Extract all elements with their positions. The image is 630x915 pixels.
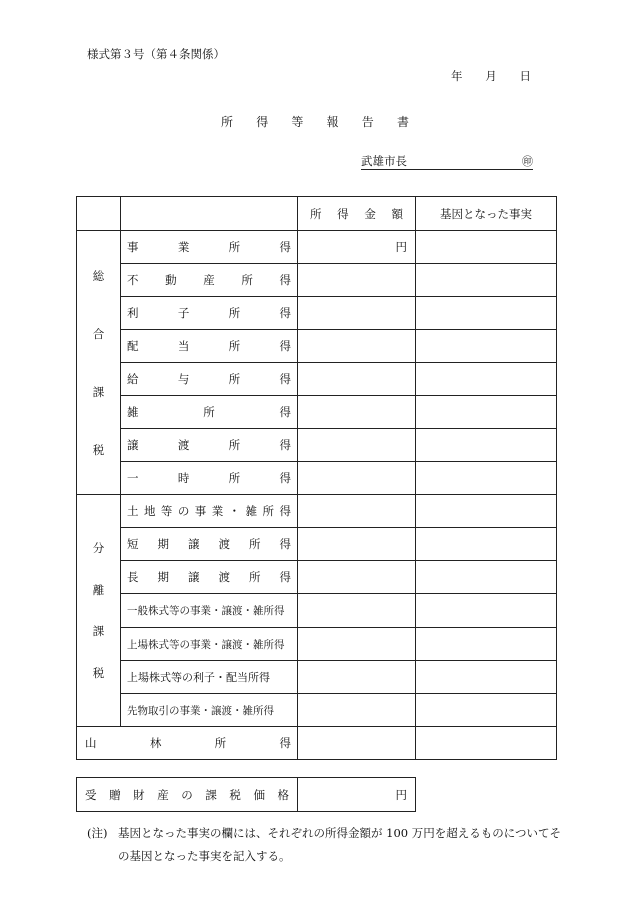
label-char: 業 [211, 504, 224, 518]
addressee-line [361, 153, 533, 170]
label-char: 得 [279, 339, 291, 353]
fact-cell[interactable] [416, 694, 557, 727]
label-char: 配 [127, 339, 139, 353]
row-label-general-stocks: 一般株式等の事業・譲渡・雑所得 [121, 594, 298, 628]
yen-unit: 円 [395, 787, 407, 802]
label-char: 価 [253, 787, 265, 802]
label-char: 所 [262, 504, 274, 518]
fact-cell[interactable] [416, 264, 557, 297]
fact-cell[interactable] [416, 727, 557, 760]
table-row [77, 694, 557, 727]
title-char: 報 [326, 115, 339, 129]
form-number: 様式第３号（第４条関係） [87, 47, 225, 61]
row-label-salary [121, 363, 298, 396]
label-char: 等 [160, 504, 173, 518]
fact-cell[interactable] [416, 661, 557, 694]
gift-table [76, 777, 416, 812]
table-row [77, 396, 557, 429]
table-row [77, 363, 557, 396]
header-blank-cell [121, 197, 298, 231]
label-char: 雑 [245, 504, 258, 518]
date-year-label: 年 [451, 69, 463, 83]
group-char: 合 [92, 326, 105, 341]
label-char: 財 [133, 787, 145, 802]
label-char: 得 [279, 405, 291, 419]
label-char: 林 [149, 736, 162, 750]
label-char: 所 [228, 438, 241, 452]
amount-cell[interactable] [298, 363, 416, 396]
label-char: ・ [228, 504, 241, 518]
fact-cell[interactable] [416, 363, 557, 396]
row-label-listed-stocks-interest: 上場株式等の利子・配当所得 [121, 661, 298, 694]
group-char: 総 [92, 268, 105, 283]
amount-cell[interactable] [298, 429, 416, 462]
group-char: 分 [92, 541, 105, 556]
gift-row [77, 778, 416, 812]
label-char: 動 [165, 273, 177, 287]
label-char: 短 [127, 537, 139, 551]
header-amount-char: 所 [310, 206, 322, 221]
table-row [77, 330, 557, 363]
label-char: 課 [205, 787, 217, 802]
header-amount-char: 金 [364, 206, 376, 221]
table-header-row [77, 197, 557, 231]
table-row [77, 628, 557, 661]
title-char: 所 [221, 115, 234, 129]
row-label-futures: 先物取引の事業・譲渡・雑所得 [121, 694, 298, 727]
fact-cell[interactable] [416, 462, 557, 495]
label-char: 産 [157, 787, 169, 802]
table-row [77, 561, 557, 594]
label-char: 得 [279, 570, 291, 584]
amount-cell[interactable] [298, 561, 416, 594]
label-char: 所 [228, 240, 241, 254]
title-char: 得 [256, 115, 269, 129]
amount-cell[interactable] [298, 628, 416, 661]
table-row [77, 727, 557, 760]
label-char: 土 [127, 504, 139, 518]
date-day-label: 日 [519, 69, 531, 83]
fact-cell[interactable] [416, 594, 557, 628]
amount-cell[interactable] [298, 495, 416, 528]
table-row [77, 495, 557, 528]
label-char: 給 [127, 372, 139, 386]
label-char: 渡 [218, 570, 230, 584]
row-label-short-term-transfer [121, 528, 298, 561]
document-title [221, 113, 409, 130]
date-month-label: 月 [485, 69, 497, 83]
yen-unit: 円 [395, 240, 407, 254]
income-table [76, 196, 557, 760]
row-label-land-business [121, 495, 298, 528]
label-char: 業 [177, 240, 190, 254]
title-char: 書 [396, 115, 409, 129]
amount-cell[interactable] [298, 297, 416, 330]
fact-cell[interactable] [416, 330, 557, 363]
label-char: の [177, 504, 190, 518]
title-char: 等 [291, 115, 304, 129]
fact-cell[interactable] [416, 429, 557, 462]
label-char: 長 [127, 570, 139, 584]
label-char: 利 [127, 306, 139, 320]
label-char: 得 [279, 537, 291, 551]
label-char: 得 [279, 471, 291, 485]
row-label-real-estate [121, 264, 298, 297]
label-char: 得 [279, 273, 291, 287]
header-amount-char: 額 [391, 206, 403, 221]
label-char: 所 [249, 537, 261, 551]
fact-cell[interactable] [416, 495, 557, 528]
table-row [77, 462, 557, 495]
table-row [77, 594, 557, 628]
label-char: 渡 [177, 438, 190, 452]
title-char: 告 [361, 115, 374, 129]
amount-cell[interactable] [298, 462, 416, 495]
fact-cell[interactable] [416, 231, 557, 264]
label-char: 事 [194, 504, 207, 518]
row-label-misc [121, 396, 298, 429]
row-label-long-term-transfer [121, 561, 298, 594]
amount-cell[interactable] [298, 661, 416, 694]
label-char: 産 [203, 273, 215, 287]
label-char: 所 [228, 471, 241, 485]
addressee: 武雄市長 [361, 154, 407, 168]
row-label-listed-stocks: 上場株式等の事業・譲渡・雑所得 [121, 628, 298, 661]
label-char: 譲 [188, 570, 200, 584]
label-char: 所 [228, 339, 241, 353]
label-char: 地 [143, 504, 156, 518]
row-label-temporary [121, 462, 298, 495]
note-mark: (注) [87, 826, 108, 840]
row-label-forest [77, 727, 298, 760]
label-char: 得 [279, 372, 291, 386]
table-row [77, 264, 557, 297]
table-row [77, 661, 557, 694]
label-char: 得 [279, 438, 291, 452]
amount-cell[interactable] [298, 264, 416, 297]
note-line-1: 基因となった事実の欄には、それぞれの所得金額が 100 万円を超えるものについてそ [118, 826, 562, 840]
row-label-business [121, 231, 298, 264]
gift-amount-cell[interactable] [298, 778, 416, 812]
table-row [77, 528, 557, 561]
group-comprehensive-label [77, 231, 121, 495]
seal-mark: ㊞ [522, 155, 533, 168]
amount-cell[interactable] [298, 594, 416, 628]
gift-label [77, 778, 298, 812]
label-char: 不 [127, 273, 139, 287]
table-row [77, 231, 557, 264]
label-char: 贈 [109, 787, 121, 802]
group-separate-label [77, 495, 121, 727]
amount-cell[interactable] [298, 528, 416, 561]
header-amount-char: 得 [337, 206, 349, 221]
group-char: 課 [92, 624, 105, 639]
label-char: 事 [127, 240, 139, 254]
group-char: 課 [92, 384, 105, 399]
table-row [77, 429, 557, 462]
amount-cell[interactable] [298, 330, 416, 363]
label-char: 期 [157, 537, 169, 551]
label-char: 得 [279, 306, 291, 320]
row-label-interest [121, 297, 298, 330]
fact-cell[interactable] [416, 628, 557, 661]
fact-cell[interactable] [416, 528, 557, 561]
label-char: 所 [228, 372, 241, 386]
amount-cell[interactable] [298, 694, 416, 727]
date-line [451, 68, 531, 84]
label-char: 得 [279, 736, 291, 750]
label-char: 得 [279, 504, 291, 518]
label-char: 当 [177, 339, 190, 353]
label-char: 子 [177, 306, 190, 320]
header-fact: 基因となった事実 [416, 197, 557, 231]
label-char: 得 [279, 240, 291, 254]
label-char: 一 [127, 471, 139, 485]
label-char: 税 [229, 787, 241, 802]
group-char: 離 [92, 582, 105, 597]
group-char: 税 [92, 442, 105, 457]
label-char: 所 [249, 570, 261, 584]
label-char: 譲 [188, 537, 200, 551]
row-label-transfer [121, 429, 298, 462]
amount-cell[interactable] [298, 727, 416, 760]
label-char: 渡 [218, 537, 230, 551]
label-char: 格 [277, 787, 289, 802]
note-line-2: の基因となった事実を記入する。 [118, 849, 291, 863]
label-char: 与 [177, 372, 190, 386]
label-char: 山 [85, 736, 97, 750]
label-char: 時 [177, 471, 190, 485]
label-char: 受 [85, 787, 97, 802]
label-char: 所 [228, 306, 241, 320]
label-char: の [181, 787, 193, 802]
fact-cell[interactable] [416, 297, 557, 330]
label-char: 譲 [127, 438, 139, 452]
amount-cell[interactable] [298, 396, 416, 429]
label-char: 期 [157, 570, 169, 584]
label-char: 所 [203, 405, 215, 419]
label-char: 所 [214, 736, 227, 750]
table-row [77, 297, 557, 330]
label-char: 雑 [127, 405, 139, 419]
row-label-dividend [121, 330, 298, 363]
label-char: 所 [241, 273, 253, 287]
fact-cell[interactable] [416, 561, 557, 594]
group-char: 税 [92, 665, 105, 680]
amount-cell[interactable] [298, 231, 416, 264]
header-blank-cell [77, 197, 121, 231]
header-amount [298, 197, 416, 231]
fact-cell[interactable] [416, 396, 557, 429]
